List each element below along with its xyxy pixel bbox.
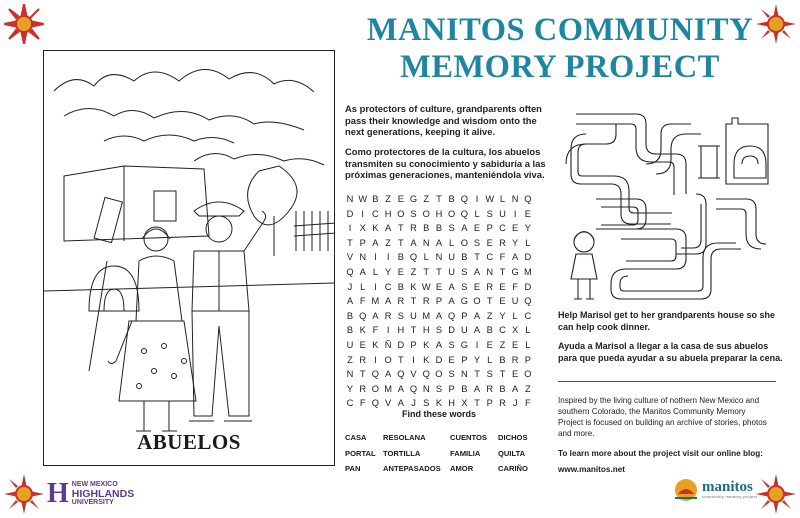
- grid-letter[interactable]: I: [386, 325, 390, 336]
- grid-letter[interactable]: G: [460, 296, 468, 307]
- grid-letter[interactable]: E: [512, 339, 519, 350]
- grid-letter[interactable]: F: [372, 325, 379, 336]
- grid-letter[interactable]: A: [385, 369, 392, 380]
- grid-letter[interactable]: B: [486, 325, 493, 336]
- grid-letter[interactable]: V: [410, 369, 417, 380]
- grid-letter[interactable]: A: [397, 383, 404, 394]
- grid-letter[interactable]: I: [374, 281, 377, 292]
- word-list-row: [345, 449, 545, 465]
- grid-letter[interactable]: L: [449, 237, 455, 248]
- grid-letter[interactable]: A: [385, 223, 392, 234]
- grid-letter[interactable]: S: [461, 266, 468, 277]
- grid-letter[interactable]: E: [512, 369, 519, 380]
- grid-letter[interactable]: A: [410, 237, 417, 248]
- grid-letter[interactable]: T: [359, 369, 366, 380]
- grid-letter[interactable]: O: [435, 369, 443, 380]
- grid-letter[interactable]: I: [475, 339, 479, 350]
- grid-letter[interactable]: A: [448, 281, 455, 292]
- grid-letter[interactable]: R: [410, 223, 417, 234]
- grid-row: [345, 338, 533, 353]
- grid-letter[interactable]: F: [525, 398, 531, 409]
- coloring-page-illustration: [43, 50, 335, 466]
- search-word: QUILTA: [498, 448, 526, 458]
- grid-letter[interactable]: M: [523, 266, 532, 277]
- grid-letter[interactable]: R: [384, 310, 392, 321]
- grid-row: [345, 265, 533, 280]
- grid-row: [345, 367, 533, 382]
- grid-letter[interactable]: J: [347, 281, 353, 292]
- grid-letter[interactable]: W: [485, 194, 495, 204]
- grid-letter[interactable]: T: [423, 266, 430, 277]
- grid-letter[interactable]: D: [448, 325, 455, 336]
- grid-letter[interactable]: P: [461, 354, 468, 365]
- grid-letter[interactable]: C: [486, 252, 494, 263]
- learn-more-text: To learn more about the project visit our online blog:: [558, 449, 764, 458]
- manitos-logo-name: manitos: [702, 478, 753, 495]
- grid-letter[interactable]: N: [346, 369, 354, 380]
- grid-letter[interactable]: N: [486, 266, 494, 277]
- grid-letter[interactable]: N: [422, 237, 430, 248]
- grid-letter[interactable]: I: [386, 252, 390, 263]
- grid-letter[interactable]: A: [448, 296, 455, 307]
- grid-letter[interactable]: E: [397, 266, 404, 277]
- grid-letter[interactable]: T: [397, 223, 404, 234]
- grid-letter[interactable]: M: [422, 310, 431, 321]
- grid-letter[interactable]: N: [460, 369, 468, 380]
- grid-letter[interactable]: Y: [346, 383, 354, 394]
- grid-letter[interactable]: T: [499, 266, 506, 277]
- grid-letter[interactable]: G: [511, 266, 519, 277]
- grid-letter[interactable]: O: [422, 208, 430, 219]
- grid-letter[interactable]: Q: [460, 194, 468, 204]
- intro-line: pass their knowledge and wisdom onto the: [345, 114, 537, 126]
- maze-instructions-english: [558, 310, 780, 333]
- grid-letter[interactable]: N: [359, 252, 367, 263]
- search-word: PORTAL: [345, 448, 376, 458]
- grid-letter[interactable]: I: [374, 354, 377, 365]
- word-search-grid: [345, 192, 533, 411]
- grid-letter[interactable]: A: [372, 237, 379, 248]
- grid-letter[interactable]: K: [372, 223, 379, 234]
- grid-row: [345, 236, 533, 251]
- grid-letter[interactable]: I: [412, 354, 415, 365]
- grid-letter[interactable]: S: [410, 208, 417, 219]
- grid-letter[interactable]: I: [361, 208, 364, 219]
- about-paragraph: [558, 395, 780, 439]
- grid-letter[interactable]: D: [524, 281, 532, 292]
- grid-letter[interactable]: P: [435, 296, 443, 307]
- grid-letter[interactable]: A: [435, 339, 443, 350]
- grid-letter[interactable]: L: [525, 339, 531, 350]
- grid-letter[interactable]: E: [486, 339, 493, 350]
- grid-letter[interactable]: D: [524, 252, 532, 263]
- grid-letter[interactable]: B: [423, 223, 430, 234]
- grid-letter[interactable]: S: [435, 383, 443, 394]
- grid-letter[interactable]: N: [511, 194, 519, 204]
- grid-letter[interactable]: K: [372, 339, 379, 350]
- grid-letter[interactable]: T: [499, 369, 506, 380]
- help-line: can help cook dinner.: [558, 321, 651, 332]
- grid-letter[interactable]: I: [475, 194, 479, 204]
- search-word: CASA: [345, 433, 367, 442]
- word-list-row: [345, 464, 545, 480]
- grid-row: [345, 250, 533, 265]
- grid-letter[interactable]: Q: [422, 369, 430, 380]
- grid-letter[interactable]: B: [461, 252, 468, 263]
- search-word: CUENTOS: [450, 433, 487, 442]
- grid-letter[interactable]: K: [359, 325, 366, 336]
- grid-row: [345, 207, 533, 222]
- grid-letter[interactable]: B: [461, 383, 468, 394]
- grid-letter[interactable]: Q: [448, 310, 456, 321]
- grid-letter[interactable]: P: [448, 383, 455, 394]
- grid-letter[interactable]: D: [346, 208, 354, 219]
- grid-letter[interactable]: A: [385, 296, 392, 307]
- grid-letter[interactable]: P: [524, 354, 531, 365]
- grid-letter[interactable]: X: [461, 398, 468, 409]
- grid-letter[interactable]: Z: [525, 383, 531, 394]
- grid-letter[interactable]: T: [474, 252, 480, 263]
- grid-letter[interactable]: O: [460, 237, 468, 248]
- grid-letter[interactable]: U: [448, 266, 455, 277]
- grid-letter[interactable]: C: [384, 281, 392, 292]
- grid-letter[interactable]: L: [512, 310, 518, 321]
- grid-letter[interactable]: T: [474, 398, 480, 409]
- grid-letter[interactable]: Z: [486, 310, 493, 321]
- grid-letter[interactable]: T: [486, 296, 493, 307]
- grid-letter[interactable]: R: [486, 281, 494, 292]
- grid-letter[interactable]: Q: [371, 369, 380, 380]
- grid-letter[interactable]: Z: [385, 237, 391, 248]
- grid-letter[interactable]: O: [524, 369, 532, 380]
- grid-letter[interactable]: P: [410, 339, 417, 350]
- grid-letter[interactable]: B: [499, 354, 506, 365]
- grid-letter[interactable]: A: [372, 310, 379, 321]
- grid-letter[interactable]: E: [512, 223, 519, 234]
- intro-spanish: [345, 146, 555, 181]
- grid-letter[interactable]: R: [499, 398, 506, 409]
- grid-letter[interactable]: S: [473, 237, 481, 248]
- search-word: PAN: [345, 464, 361, 473]
- grid-row: [345, 382, 533, 397]
- search-word: AMOR: [450, 464, 474, 473]
- grid-letter[interactable]: Q: [346, 266, 354, 277]
- grid-letter[interactable]: X: [359, 223, 366, 234]
- grid-letter[interactable]: L: [499, 194, 506, 204]
- grid-letter[interactable]: Q: [409, 252, 418, 263]
- title-line-2: MEMORY PROJECT: [400, 49, 720, 85]
- help-line: Ayuda a Marisol a llegar a la casa de sus abuelos: [558, 341, 769, 351]
- grid-letter[interactable]: T: [397, 237, 404, 248]
- grid-letter[interactable]: B: [346, 310, 354, 321]
- grid-letter[interactable]: B: [499, 383, 506, 394]
- grid-letter[interactable]: Ñ: [384, 339, 392, 350]
- help-line: Help Marisol get to her grandparents house so she: [558, 310, 776, 320]
- grid-letter[interactable]: U: [511, 296, 519, 307]
- grid-letter[interactable]: K: [435, 398, 443, 409]
- grid-letter[interactable]: U: [346, 339, 354, 350]
- grid-letter[interactable]: T: [436, 194, 442, 204]
- grid-letter[interactable]: O: [473, 296, 481, 307]
- grid-letter[interactable]: E: [524, 208, 531, 219]
- grid-letter[interactable]: G: [409, 194, 418, 204]
- intro-line: Como protectores de la cultura, los abuelos: [345, 146, 541, 157]
- grid-letter[interactable]: R: [359, 383, 367, 394]
- grid-letter[interactable]: R: [486, 383, 494, 394]
- grid-letter[interactable]: E: [499, 296, 506, 307]
- grid-letter[interactable]: J: [411, 398, 416, 409]
- grid-letter[interactable]: E: [486, 237, 493, 248]
- grid-letter[interactable]: B: [346, 325, 354, 336]
- marisol-figure-icon: [571, 232, 597, 300]
- grid-letter[interactable]: I: [374, 252, 377, 263]
- grid-letter[interactable]: C: [499, 223, 506, 234]
- grid-letter[interactable]: Y: [385, 266, 392, 277]
- grid-letter[interactable]: O: [371, 383, 380, 394]
- grid-letter[interactable]: A: [397, 398, 404, 409]
- grid-row: [345, 192, 533, 207]
- search-word: CARIÑO: [498, 464, 528, 473]
- intro-line: transmiten su conocimiento y sabiduría a las: [345, 157, 546, 169]
- nmhu-logo: [47, 478, 135, 509]
- grid-letter[interactable]: O: [397, 208, 405, 219]
- grid-letter[interactable]: R: [397, 296, 405, 307]
- sun-ornament-icon: [4, 4, 44, 44]
- sun-ornament-icon: [4, 474, 44, 514]
- grid-letter[interactable]: A: [346, 296, 354, 307]
- grid-letter[interactable]: F: [359, 296, 366, 307]
- coloring-caption: ABUELOS: [137, 430, 241, 454]
- grid-letter[interactable]: T: [397, 354, 404, 365]
- grid-letter[interactable]: E: [359, 339, 366, 350]
- grid-letter[interactable]: L: [525, 237, 531, 248]
- grid-letter[interactable]: W: [421, 281, 431, 292]
- grid-letter[interactable]: Z: [410, 266, 417, 277]
- grid-letter[interactable]: R: [359, 354, 367, 365]
- grid-letter[interactable]: Y: [512, 237, 519, 248]
- grid-letter[interactable]: O: [448, 208, 456, 219]
- grid-letter[interactable]: B: [448, 194, 455, 204]
- grid-letter[interactable]: S: [423, 398, 430, 409]
- search-word: ANTEPASADOS: [383, 464, 441, 473]
- grid-letter[interactable]: A: [473, 325, 481, 336]
- grid-letter[interactable]: H: [384, 208, 392, 219]
- grid-letter[interactable]: A: [359, 266, 366, 277]
- grid-letter[interactable]: K: [410, 281, 417, 292]
- grid-letter[interactable]: D: [435, 354, 443, 365]
- grid-letter[interactable]: O: [384, 354, 392, 365]
- grid-letter[interactable]: N: [435, 252, 443, 263]
- word-list: [345, 433, 545, 480]
- grid-letter[interactable]: Q: [524, 194, 532, 204]
- grid-letter[interactable]: U: [499, 208, 506, 219]
- grid-letter[interactable]: F: [359, 398, 366, 409]
- page-title: [340, 12, 780, 86]
- grid-letter[interactable]: A: [512, 383, 519, 394]
- grid-letter[interactable]: P: [486, 223, 493, 234]
- grid-letter[interactable]: T: [410, 296, 417, 307]
- grid-letter[interactable]: U: [448, 252, 455, 263]
- grid-letter[interactable]: C: [346, 398, 354, 409]
- grid-letter[interactable]: V: [346, 252, 354, 263]
- grid-letter[interactable]: E: [435, 281, 443, 292]
- help-line: para que pueda ayudar a su abuela preparar la cena.: [558, 352, 783, 363]
- grid-letter[interactable]: E: [499, 281, 506, 292]
- grid-letter[interactable]: T: [347, 237, 353, 248]
- title-line-1: MANITOS COMMUNITY: [366, 12, 754, 48]
- grid-letter[interactable]: B: [372, 194, 379, 204]
- grid-letter[interactable]: H: [448, 398, 455, 409]
- grid-letter[interactable]: L: [525, 325, 531, 336]
- grid-letter[interactable]: C: [372, 208, 379, 219]
- grid-letter[interactable]: X: [512, 325, 519, 336]
- grid-letter[interactable]: N: [422, 383, 430, 394]
- grid-letter[interactable]: Y: [524, 223, 531, 234]
- grid-letter[interactable]: K: [423, 354, 430, 365]
- nmhu-line-2: HIGHLANDS: [71, 488, 135, 500]
- grid-letter[interactable]: L: [423, 252, 429, 263]
- grid-letter[interactable]: J: [512, 398, 518, 409]
- grid-letter[interactable]: P: [461, 310, 468, 321]
- grid-letter[interactable]: Z: [423, 194, 430, 204]
- section-divider: [558, 381, 776, 382]
- word-list-row: [345, 433, 545, 449]
- grid-letter[interactable]: F: [499, 252, 506, 263]
- grid-letter[interactable]: Q: [371, 398, 380, 409]
- manitos-sun-icon: [672, 476, 700, 502]
- search-word: DICHOS: [498, 433, 528, 442]
- grid-letter[interactable]: P: [486, 398, 493, 409]
- find-words-heading: Find these words: [401, 409, 476, 419]
- grid-row: [345, 294, 533, 309]
- intro-line: As protectors of culture, grandparents often: [345, 103, 542, 114]
- nmhu-logo-mark: H: [47, 478, 69, 509]
- intro-line: next generations, keeping it alive.: [345, 126, 496, 138]
- grid-letter[interactable]: S: [486, 369, 493, 380]
- grid-letter[interactable]: E: [397, 194, 404, 204]
- grid-letter[interactable]: E: [473, 223, 481, 234]
- grid-row: [345, 221, 533, 236]
- grid-letter[interactable]: Z: [347, 354, 353, 365]
- grid-letter[interactable]: V: [385, 398, 392, 409]
- intro-english: [345, 103, 555, 138]
- grid-letter[interactable]: S: [448, 369, 455, 380]
- grid-letter[interactable]: H: [422, 325, 430, 336]
- grid-letter[interactable]: Q: [359, 310, 367, 321]
- house-icon: [698, 118, 768, 184]
- grid-letter[interactable]: I: [348, 223, 352, 234]
- grid-letter[interactable]: B: [397, 252, 404, 263]
- grid-letter[interactable]: I: [513, 208, 517, 219]
- grid-letter[interactable]: Z: [499, 339, 506, 350]
- grid-letter[interactable]: H: [435, 208, 443, 219]
- grid-letter[interactable]: R: [511, 354, 519, 365]
- intro-line: próximas generaciones, manteniéndola viva.: [345, 169, 545, 181]
- grid-letter[interactable]: T: [474, 369, 480, 380]
- grid-letter[interactable]: F: [512, 281, 518, 292]
- grid-letter[interactable]: L: [487, 354, 493, 365]
- search-word: TORTILLA: [383, 448, 421, 458]
- grid-letter[interactable]: S: [448, 223, 455, 234]
- grid-letter[interactable]: L: [372, 266, 378, 277]
- grid-letter[interactable]: S: [435, 325, 443, 336]
- grid-letter[interactable]: Y: [473, 354, 481, 365]
- grid-letter[interactable]: R: [499, 237, 506, 248]
- grid-letter[interactable]: A: [473, 266, 481, 277]
- manitos-logo: [672, 476, 757, 502]
- manitos-logo-tagline: community memory project: [702, 493, 758, 499]
- grid-letter[interactable]: A: [461, 223, 468, 234]
- grid-letter[interactable]: L: [474, 208, 480, 219]
- grid-letter[interactable]: Q: [409, 383, 418, 394]
- grid-letter[interactable]: W: [358, 194, 368, 204]
- grid-letter[interactable]: Y: [499, 310, 506, 321]
- grid-letter[interactable]: A: [473, 383, 481, 394]
- maze-instructions-spanish: [558, 341, 794, 364]
- grid-row: [345, 353, 533, 368]
- grid-letter[interactable]: S: [486, 208, 493, 219]
- grid-letter[interactable]: C: [499, 325, 506, 336]
- search-word: RESOLANA: [383, 433, 426, 442]
- grid-letter[interactable]: A: [512, 252, 519, 263]
- grid-letter[interactable]: C: [524, 310, 532, 321]
- grid-letter[interactable]: E: [448, 354, 455, 365]
- grid-letter[interactable]: A: [473, 310, 481, 321]
- grid-letter[interactable]: G: [460, 339, 468, 350]
- grid-letter[interactable]: Q: [460, 208, 468, 219]
- grid-letter[interactable]: T: [410, 325, 417, 336]
- about-line: Inspired by the living culture of nothern New Mexico and: [558, 396, 760, 405]
- website-link[interactable]: www.manitos.net: [558, 465, 626, 474]
- grid-row: [345, 323, 533, 338]
- grid-letter[interactable]: Q: [397, 369, 405, 380]
- grid-letter[interactable]: R: [422, 296, 430, 307]
- search-word: FAMILIA: [450, 448, 481, 458]
- grid-letter[interactable]: Z: [385, 194, 391, 204]
- grid-row: [345, 280, 533, 295]
- grid-letter[interactable]: N: [346, 194, 354, 204]
- nmhu-line-1: NEW MEXICO: [71, 481, 118, 488]
- grid-letter[interactable]: M: [371, 296, 380, 307]
- grid-letter[interactable]: U: [460, 325, 468, 336]
- about-line: Project is focused on building an archive of stories, photos: [558, 418, 767, 427]
- grid-letter[interactable]: U: [410, 310, 417, 321]
- nmhu-line-3: UNIVERSITY: [71, 499, 114, 506]
- grid-letter[interactable]: M: [384, 383, 392, 394]
- grid-letter[interactable]: D: [397, 339, 405, 350]
- grid-letter[interactable]: S: [397, 310, 404, 321]
- grid-letter[interactable]: L: [360, 281, 366, 292]
- grid-letter[interactable]: Q: [524, 296, 532, 307]
- grid-letter[interactable]: B: [397, 281, 404, 292]
- grid-letter[interactable]: T: [436, 266, 442, 277]
- grid-letter[interactable]: E: [473, 281, 481, 292]
- grid-letter[interactable]: B: [435, 223, 443, 234]
- maze-puzzle: [556, 104, 776, 310]
- grid-letter[interactable]: A: [435, 237, 443, 248]
- grid-row: [345, 309, 533, 324]
- grid-letter[interactable]: S: [461, 281, 468, 292]
- grid-letter[interactable]: P: [359, 237, 366, 248]
- grid-letter[interactable]: A: [435, 310, 443, 321]
- grid-letter[interactable]: S: [448, 339, 455, 350]
- grid-letter[interactable]: H: [397, 325, 405, 336]
- grid-letter[interactable]: K: [423, 339, 430, 350]
- about-line: and more.: [558, 429, 595, 438]
- sun-ornament-icon: [756, 474, 796, 514]
- about-line: southern Colorado, the Manitos Community Memory: [558, 407, 746, 416]
